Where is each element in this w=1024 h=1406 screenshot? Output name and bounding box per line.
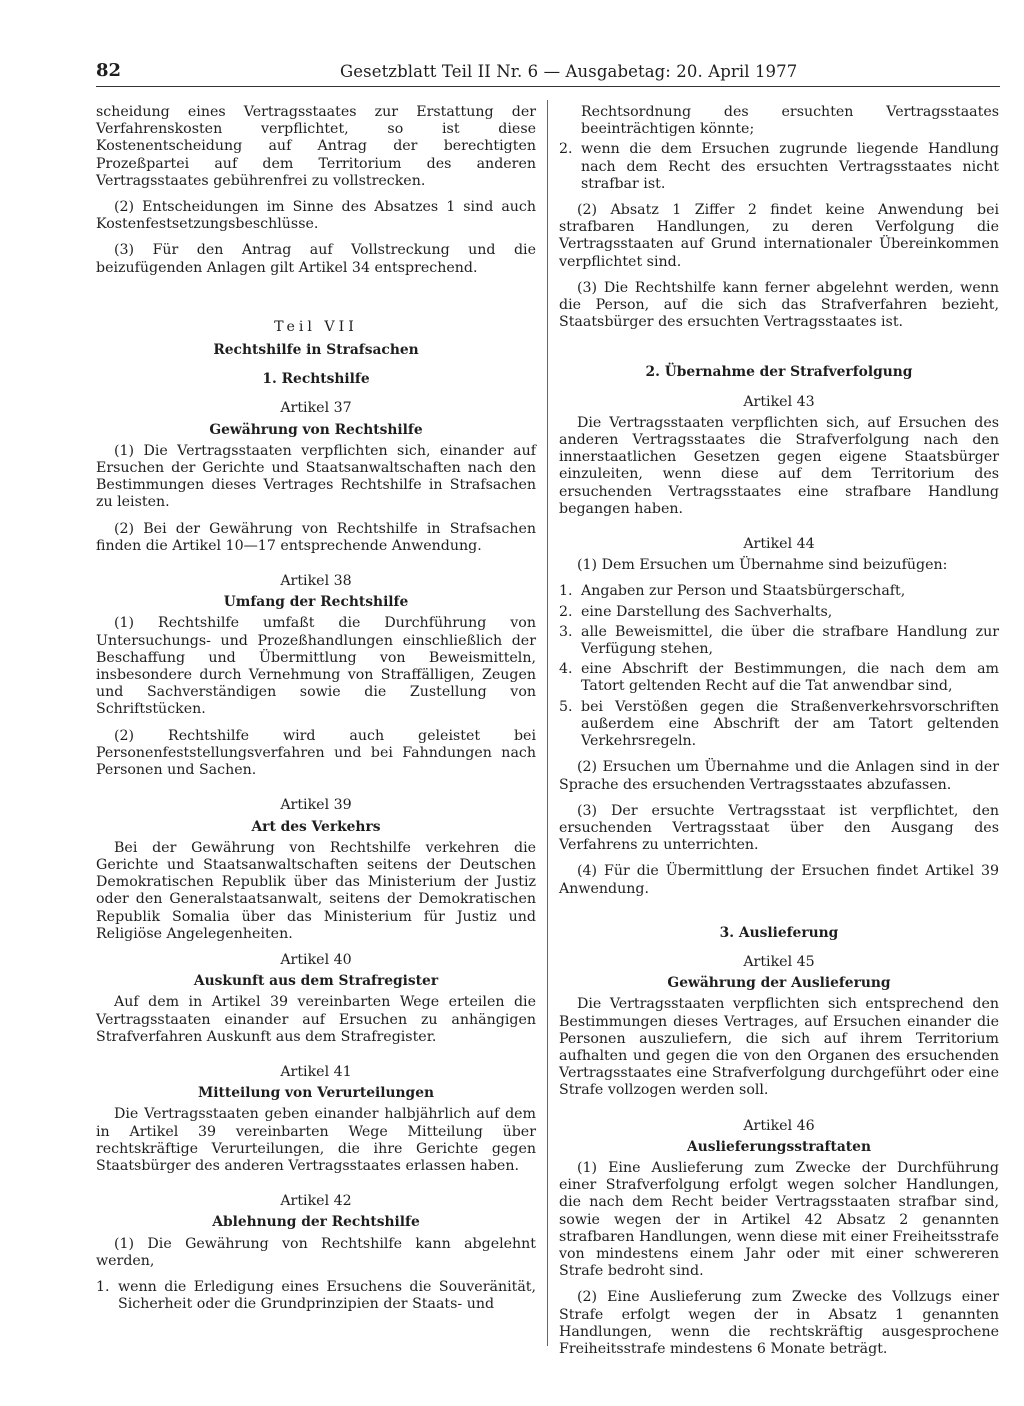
list-number: 3.: [559, 623, 573, 640]
paragraph: (2) Absatz 1 Ziffer 2 findet keine Anwendung bei strafbaren Handlungen, zu deren Verfolgung die Vertragsstaaten auf Grund internationaler Übereinkommen verpflichtet sind.: [559, 202, 999, 270]
section-heading: 3. Auslieferung: [719, 924, 839, 941]
list-text: bei Verstößen gegen die Straßenverkehrsvorschriften außerdem eine Abschrift der am Tatort geltenden Verkehrsregeln.: [581, 698, 999, 750]
list-number: 1.: [559, 583, 573, 600]
article-title: Art des Verkehrs: [251, 818, 381, 835]
paragraph: (2) Rechtshilfe wird auch geleistet bei Personenfeststellungsverfahren und bei Fahndungen nach Personen und Sachen.: [96, 727, 536, 779]
section-heading: 2. Übernahme der Strafverfolgung: [645, 364, 913, 381]
paragraph: Die Vertragsstaaten verpflichten sich, auf Ersuchen des anderen Vertragsstaates die Strafverfolgung nach den innerstaatlichen Gesetzen gegen eigene Staatsbürger einzuleiten, wenn diese auf dem Territorium des ersuchenden Vertragsstaates eine strafbare Handlung begangen haben.: [559, 414, 999, 517]
list-number: 1.: [96, 1278, 110, 1295]
list-number: 2.: [559, 141, 573, 158]
article-number: Artikel 38: [280, 573, 352, 590]
list-text: Angaben zur Person und Staatsbürgerschaft,: [581, 583, 906, 600]
list-item: [559, 604, 999, 621]
paragraph: (2) Eine Auslieferung zum Zwecke des Vollzugs einer Strafe erfolgt wegen der in Absatz 1 genannten Handlungen, wenn die rechtskräftig ausgesprochene Freiheitsstrafe mindestens 6 Monate beträgt.: [559, 1289, 999, 1357]
part-heading: Teil VII: [274, 318, 358, 335]
header-title: Gesetzblatt Teil II Nr. 6 — Ausgabetag: 20. April 1977: [340, 62, 798, 81]
section-heading: 1. Rechtshilfe: [262, 371, 370, 388]
paragraph: (2) Ersuchen um Übernahme und die Anlagen sind in der Sprache des ersuchenden Vertragsstaates abzufassen.: [559, 759, 999, 793]
article-number: Artikel 40: [280, 951, 352, 968]
paragraph: (2) Bei der Gewährung von Rechtshilfe in Strafsachen finden die Artikel 10—17 entsprechende Anwendung.: [96, 520, 536, 554]
part-title: Rechtshilfe in Strafsachen: [213, 342, 419, 359]
paragraph: Auf dem in Artikel 39 vereinbarten Wege erteilen die Vertragsstaaten einander auf Ersuchen zu anhängigen Strafverfahren Auskunft aus dem Strafregister.: [96, 994, 536, 1045]
paragraph: (3) Für den Antrag auf Vollstreckung und die beizufügenden Anlagen gilt Artikel 34 entsprechend.: [96, 242, 536, 276]
article-title: Umfang der Rechtshilfe: [223, 594, 409, 611]
article-number: Artikel 44: [743, 536, 815, 553]
page-header: [96, 62, 1000, 87]
paragraph: Die Vertragsstaaten verpflichten sich entsprechend den Bestimmungen dieses Vertrages, auf Ersuchen einander die Personen auszuliefern, die sich auf ihrem Territorium aufhalten und gegen die von den Organen des ersuchenden Vertragsstaates eine Strafverfolgung durchgeführt oder eine Strafe vollzogen werden soll.: [559, 996, 999, 1099]
paragraph: (1) Eine Auslieferung zum Zwecke der Durchführung einer Strafverfolgung erfolgt wegen solcher Handlungen, die nach dem Recht beider Vertragsstaaten strafbar sind, sowie wegen der in Artikel 42 Absatz 2 genannten strafbaren Handlungen, wenn diese mit einer Freiheitsstrafe von mindestens einem Jahr oder mit einer schwereren Strafe bedroht sind.: [559, 1159, 999, 1280]
list-item: [559, 104, 999, 138]
paragraph: (3) Die Rechtshilfe kann ferner abgelehnt werden, wenn die Person, auf die sich das Strafverfahren bezieht, Staatsbürger des ersuchten Vertragsstaates ist.: [559, 279, 999, 331]
list-number: 2.: [559, 603, 573, 620]
list-number: 4.: [559, 661, 573, 678]
article-number: Artikel 46: [743, 1117, 815, 1134]
paragraph: (2) Entscheidungen im Sinne des Absatzes 1 sind auch Kostenfestsetzungsbeschlüsse.: [96, 199, 536, 233]
list-item: [96, 1279, 536, 1313]
paragraph: Bei der Gewährung von Rechtshilfe verkehren die Gerichte und Staatsanwaltschaften seitens der Deutschen Demokratischen Republik über das Ministerium der Justiz oder den Generalstaatsanwalt, seitens der Demokratischen Republik Somalia über das Ministerium für Justiz und Religiöse Angelegenheiten.: [96, 839, 536, 942]
article-number: Artikel 37: [280, 400, 352, 417]
article-number: Artikel 45: [743, 953, 815, 970]
article-number: Artikel 41: [280, 1063, 352, 1080]
article-number: Artikel 43: [743, 393, 815, 410]
list-text: Rechtsordnung des ersuchten Vertragsstaates beeinträchtigen könnte;: [581, 104, 999, 138]
article-title: Ablehnung der Rechtshilfe: [212, 1214, 420, 1231]
list-text: eine Darstellung des Sachverhalts,: [581, 603, 833, 620]
list-text: wenn die dem Ersuchen zugrunde liegende Handlung nach dem Recht des ersuchten Vertragsstaates nicht strafbar ist.: [581, 141, 999, 192]
list-item: [559, 661, 999, 695]
paragraph: (3) Der ersuchte Vertragsstaat ist verpflichtet, den ersuchenden Vertragsstaat über den Ausgang des Verfahrens zu unterrichten.: [559, 802, 999, 854]
list-number: 5.: [559, 698, 573, 715]
article-title: Gewährung der Auslieferung: [667, 975, 891, 992]
numbered-list: [559, 104, 999, 193]
list-item: [559, 583, 999, 600]
list-text: eine Abschrift der Bestimmungen, die nach dem am Tatort geltenden Recht auf die Tat anwendbar sind,: [581, 661, 999, 695]
article-number: Artikel 42: [280, 1193, 352, 1210]
list-item: [559, 699, 999, 751]
paragraph: (4) Für die Übermittlung der Ersuchen findet Artikel 39 Anwendung.: [559, 863, 999, 897]
right-column: [559, 104, 999, 1367]
page-number: 82: [96, 60, 122, 81]
list-text: wenn die Erledigung eines Ersuchens die Souveränität, Sicherheit oder die Grundprinzipien der Staats- und: [118, 1278, 536, 1313]
numbered-list: [559, 583, 999, 750]
numbered-list: [96, 1279, 536, 1313]
column-divider: [547, 100, 548, 1346]
article-title: Auslieferungsstraftaten: [686, 1138, 871, 1155]
article-title: Mitteilung von Verurteilungen: [197, 1085, 435, 1102]
paragraph: (1) Dem Ersuchen um Übernahme sind beizufügen:: [577, 557, 948, 574]
paragraph: (1) Die Vertragsstaaten verpflichten sich, einander auf Ersuchen der Gerichte und Staatsanwaltschaften nach den Bestimmungen dieses Vertrages Rechtshilfe in Strafsachen zu leisten.: [96, 442, 536, 511]
paragraph: (1) Rechtshilfe umfaßt die Durchführung von Untersuchungs- und Prozeßhandlungen einschließlich der Beschaffung und Übermittlung von Beweismitteln, insbesondere durch Vernehmung von Straffälligen, Zeugen und Sachverständigen sowie die Zustellung von Schriftstücken.: [96, 615, 536, 718]
list-item: [559, 624, 999, 658]
left-column: [96, 104, 536, 1322]
paragraph: scheidung eines Vertragsstaates zur Erstattung der Verfahrenskosten verpflichtet, so ist diese Kostenentscheidung auf Antrag der berechtigten Prozeßpartei auf dem Territorium des anderen Vertragsstaates gebührenfrei zu vollstrecken.: [96, 104, 536, 189]
paragraph: (1) Die Gewährung von Rechtshilfe kann abgelehnt werden,: [96, 1235, 536, 1269]
article-title: Auskunft aus dem Strafregister: [193, 973, 439, 990]
paragraph: Die Vertragsstaaten geben einander halbjährlich auf dem in Artikel 39 vereinbarten Wege Mitteilung über rechtskräftige Verurteilungen, die ihre Gerichte gegen Staatsbürger des anderen Vertragsstaates erlassen haben.: [96, 1106, 536, 1174]
article-title: Gewährung von Rechtshilfe: [209, 421, 423, 438]
article-number: Artikel 39: [280, 797, 352, 814]
list-item: [559, 141, 999, 193]
list-text: alle Beweismittel, die über die strafbare Handlung zur Verfügung stehen,: [581, 623, 999, 658]
